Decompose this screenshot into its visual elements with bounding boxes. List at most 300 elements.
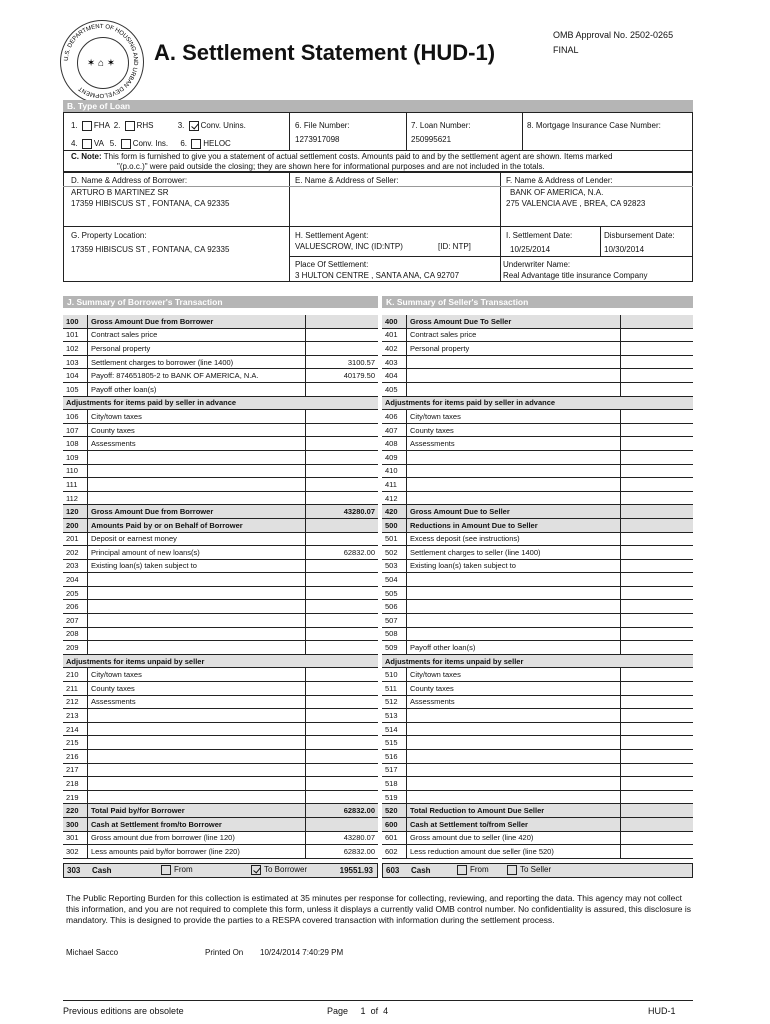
table-row (63, 654, 378, 668)
table-row (382, 396, 693, 410)
section-subheading: Adjustments for items unpaid by seller (63, 654, 378, 668)
line-description: Assessments (88, 695, 306, 709)
line-description: Settlement charges to seller (line 1400) (407, 546, 621, 560)
line-number: 204 (63, 573, 88, 587)
line-number: 403 (382, 355, 407, 369)
line-description (407, 763, 621, 777)
line-number: 516 (382, 750, 407, 764)
line-description (407, 600, 621, 614)
line-description (407, 736, 621, 750)
line-amount (306, 682, 379, 696)
line-number: 110 (63, 464, 88, 478)
line-amount (306, 736, 379, 750)
table-row (382, 709, 693, 723)
line-amount: 62832.00 (306, 546, 379, 560)
line-description (407, 750, 621, 764)
table-row (382, 682, 693, 696)
line-number: 503 (382, 559, 407, 573)
line-description (88, 478, 306, 492)
obsolete-notice: Previous editions are obsolete (63, 1006, 184, 1016)
line-number: 216 (63, 750, 88, 764)
table-row (63, 709, 378, 723)
line-number: 520 (382, 804, 407, 818)
table-row (63, 410, 378, 424)
line-number: 207 (63, 614, 88, 628)
conv-unins-checkbox[interactable] (189, 121, 199, 131)
line-amount (306, 328, 379, 342)
line-number: 412 (382, 491, 407, 505)
place-of-settlement-value: 3 HULTON CENTRE , SANTA ANA, CA 92707 (295, 271, 460, 280)
line-number: 203 (63, 559, 88, 573)
hud-seal (60, 20, 144, 104)
preparer-name: Michael Sacco (66, 948, 119, 957)
line-description: Gross Amount Due to Seller (407, 505, 621, 519)
file-number-label: 6. File Number: (295, 121, 350, 130)
line-amount (621, 423, 694, 437)
line-number: 206 (63, 600, 88, 614)
line-description (88, 586, 306, 600)
underwriter-value: Real Advantage title insurance Company (503, 271, 648, 280)
table-row (382, 722, 693, 736)
table-row (382, 763, 693, 777)
line-amount (306, 315, 379, 328)
line-amount (306, 614, 379, 628)
line-description: Cash at Settlement from/to Borrower (88, 817, 306, 831)
line-number: 108 (63, 437, 88, 451)
table-row (382, 777, 693, 791)
line-number: 513 (382, 709, 407, 723)
table-row (63, 464, 378, 478)
line-description (407, 382, 621, 396)
line-number: 517 (382, 763, 407, 777)
property-address: 17359 HIBISCUS ST , FONTANA, CA 92335 (71, 245, 230, 254)
line-description: County taxes (88, 423, 306, 437)
agent-id: [ID: NTP] (438, 242, 471, 251)
line-amount (306, 586, 379, 600)
borrower-summary-table (63, 315, 378, 859)
line-description: Personal property (407, 342, 621, 356)
loan-number-value: 250995621 (411, 135, 452, 144)
line-number: 208 (63, 627, 88, 641)
line-description (407, 586, 621, 600)
seller-to-checkbox[interactable] (457, 865, 467, 875)
line-amount (306, 437, 379, 451)
omb-number: OMB Approval No. 2502-0265 (553, 30, 674, 40)
line-amount (621, 573, 694, 587)
line-number: 602 (382, 845, 407, 859)
section-subheading: Adjustments for items paid by seller in advance (63, 396, 378, 410)
table-row (382, 450, 693, 464)
line-number: 215 (63, 736, 88, 750)
table-row (63, 586, 378, 600)
line-amount (306, 722, 379, 736)
line-description (88, 709, 306, 723)
line-amount (306, 410, 379, 424)
line-number: 511 (382, 682, 407, 696)
line-amount (621, 328, 694, 342)
line-amount (621, 804, 694, 818)
line-description (407, 573, 621, 587)
table-row (63, 505, 378, 519)
line-description: Personal property (88, 342, 306, 356)
table-row (63, 695, 378, 709)
borrower-summary-heading: J. Summary of Borrower's Transaction (63, 296, 378, 308)
seller-label: E. Name & Address of Seller: (295, 176, 399, 185)
line-amount (306, 573, 379, 587)
table-row (63, 491, 378, 505)
line-amount (306, 777, 379, 791)
line-amount (306, 709, 379, 723)
line-number: 111 (63, 478, 88, 492)
table-row (63, 682, 378, 696)
line-number: 508 (382, 627, 407, 641)
line-amount (306, 790, 379, 804)
line-description: Less amounts paid by/for borrower (line 220) (88, 845, 306, 859)
line-description (88, 763, 306, 777)
line-number: 401 (382, 328, 407, 342)
table-row (63, 668, 378, 682)
line-number: 515 (382, 736, 407, 750)
table-row (382, 410, 693, 424)
line-description (407, 464, 621, 478)
line-number: 201 (63, 532, 88, 546)
seller-summary-heading: K. Summary of Seller's Transaction (382, 296, 693, 308)
table-row (382, 668, 693, 682)
line-description: Principal amount of new loans(s) (88, 546, 306, 560)
line-description: Existing loan(s) taken subject to (88, 559, 306, 573)
line-description: Payoff other loan(s) (88, 382, 306, 396)
seller-from-checkbox[interactable] (507, 865, 517, 875)
line-number: 411 (382, 478, 407, 492)
table-row (382, 586, 693, 600)
line-description (407, 369, 621, 383)
line-amount (621, 382, 694, 396)
line-amount (306, 342, 379, 356)
table-row (63, 845, 378, 859)
disbursement-date-label: Disbursement Date: (604, 231, 675, 240)
fha-checkbox[interactable] (82, 121, 92, 131)
table-row (63, 559, 378, 573)
table-row (382, 546, 693, 560)
line-amount (621, 315, 694, 328)
svg-text:✶ ⌂ ✶: ✶ ⌂ ✶ (86, 58, 116, 69)
form-id: HUD-1 (648, 1006, 676, 1016)
line-number: 405 (382, 382, 407, 396)
table-row (382, 790, 693, 804)
table-row (382, 518, 693, 532)
table-row (63, 518, 378, 532)
line-number: 420 (382, 505, 407, 519)
table-row (382, 355, 693, 369)
loan-type-row2: 4. VA 5. Conv. Ins. 6. HELOC (71, 139, 231, 148)
line-amount (306, 464, 379, 478)
table-row (63, 641, 378, 655)
line-number: 500 (382, 518, 407, 532)
borrower-cash-amount: 19551.93 (339, 866, 373, 875)
va-checkbox[interactable] (82, 139, 92, 149)
table-row (382, 641, 693, 655)
line-description (88, 790, 306, 804)
loan-number-label: 7. Loan Number: (411, 121, 471, 130)
table-row (382, 532, 693, 546)
lender-address: 275 VALENCIA AVE , BREA, CA 92823 (506, 199, 646, 208)
line-description: Contract sales price (88, 328, 306, 342)
line-number: 512 (382, 695, 407, 709)
line-amount (621, 491, 694, 505)
line-amount (621, 627, 694, 641)
line-number: 505 (382, 586, 407, 600)
line-description (407, 355, 621, 369)
table-row (382, 831, 693, 845)
line-description: Reductions in Amount Due to Seller (407, 518, 621, 532)
line-description (407, 790, 621, 804)
line-description: Payoff: 874651805-2 to BANK OF AMERICA, N.A. (88, 369, 306, 383)
table-row (382, 382, 693, 396)
table-row (382, 627, 693, 641)
line-amount: 43280.07 (306, 505, 379, 519)
table-row (63, 342, 378, 356)
table-row (382, 464, 693, 478)
line-description (88, 450, 306, 464)
table-row (382, 478, 693, 492)
line-number: 301 (63, 831, 88, 845)
line-description: Assessments (407, 437, 621, 451)
line-description: Deposit or earnest money (88, 532, 306, 546)
line-number: 107 (63, 423, 88, 437)
line-number: 504 (382, 573, 407, 587)
status-label: FINAL (553, 45, 579, 55)
agent-label: H. Settlement Agent: (295, 231, 369, 240)
line-description: Assessments (88, 437, 306, 451)
line-amount (621, 532, 694, 546)
table-row (63, 478, 378, 492)
table-row (382, 736, 693, 750)
line-amount (621, 546, 694, 560)
line-number: 120 (63, 505, 88, 519)
line-description: City/town taxes (407, 668, 621, 682)
line-amount (621, 505, 694, 519)
line-number: 210 (63, 668, 88, 682)
file-number-value: 1273917098 (295, 135, 340, 144)
seller-cash-row: 603 Cash From To Seller (382, 863, 693, 878)
line-amount: 43280.07 (306, 831, 379, 845)
settlement-date-label: I. Settlement Date: (506, 231, 573, 240)
table-row (63, 614, 378, 628)
type-of-loan-heading: B. Type of Loan (63, 100, 693, 112)
line-amount (621, 763, 694, 777)
line-amount (621, 586, 694, 600)
line-number: 109 (63, 450, 88, 464)
line-amount (306, 559, 379, 573)
line-description (88, 614, 306, 628)
line-number: 214 (63, 722, 88, 736)
line-description: Total Reduction to Amount Due Seller (407, 804, 621, 818)
lender-label: F. Name & Address of Lender: (506, 176, 613, 185)
table-row (63, 736, 378, 750)
line-description: City/town taxes (88, 668, 306, 682)
line-number: 410 (382, 464, 407, 478)
line-amount (306, 668, 379, 682)
line-description: Cash at Settlement to/from Seller (407, 817, 621, 831)
line-number: 506 (382, 600, 407, 614)
table-row (63, 750, 378, 764)
line-amount (621, 695, 694, 709)
line-amount (306, 423, 379, 437)
line-number: 102 (63, 342, 88, 356)
line-number: 400 (382, 315, 407, 328)
line-number: 502 (382, 546, 407, 560)
seller-summary-table (382, 315, 693, 859)
line-description (407, 709, 621, 723)
borrower-to-checkbox[interactable] (251, 865, 261, 875)
line-amount (306, 532, 379, 546)
line-description (88, 641, 306, 655)
line-description (407, 491, 621, 505)
line-description: Excess deposit (see instructions) (407, 532, 621, 546)
line-number: 103 (63, 355, 88, 369)
table-row (382, 600, 693, 614)
line-description: County taxes (407, 682, 621, 696)
settlement-date-value: 10/25/2014 (510, 245, 551, 254)
line-amount (621, 709, 694, 723)
table-row (63, 831, 378, 845)
conv-ins-checkbox[interactable] (121, 139, 131, 149)
line-amount (621, 355, 694, 369)
table-row (382, 654, 693, 668)
line-description: Gross Amount Due from Borrower (88, 505, 306, 519)
line-amount (621, 722, 694, 736)
table-row (382, 505, 693, 519)
line-amount (306, 518, 379, 532)
line-amount (621, 437, 694, 451)
line-description (88, 573, 306, 587)
table-row (63, 546, 378, 560)
rhs-checkbox[interactable] (125, 121, 135, 131)
table-row (63, 423, 378, 437)
table-row (63, 532, 378, 546)
line-amount (621, 518, 694, 532)
line-amount (621, 464, 694, 478)
table-row (382, 315, 693, 328)
underwriter-label: Underwriter Name: (503, 260, 571, 269)
line-number: 202 (63, 546, 88, 560)
table-row (63, 573, 378, 587)
line-amount (621, 369, 694, 383)
line-description (88, 600, 306, 614)
note: C. Note: This form is furnished to give you a statement of actual settlement costs. Amounts paid to and by the settlement agent are shown. Items marked "(p.o.c.)" were paid outside the closing; they are shown here for informational purposes and are not included in the totals. (71, 152, 613, 171)
line-description (407, 777, 621, 791)
page-title: A. Settlement Statement (HUD-1) (154, 40, 496, 65)
line-amount: 62832.00 (306, 804, 379, 818)
property-label: G. Property Location: (71, 231, 147, 240)
line-number: 219 (63, 790, 88, 804)
line-description: Amounts Paid by or on Behalf of Borrower (88, 518, 306, 532)
line-amount (306, 450, 379, 464)
seal-text: U.S. DEPARTMENT OF HOUSING AND URBAN DEVELOPMENT (63, 23, 139, 99)
line-description: City/town taxes (407, 410, 621, 424)
table-row (63, 600, 378, 614)
line-number: 300 (63, 817, 88, 831)
disbursement-date-value: 10/30/2014 (604, 245, 645, 254)
printed-on-label: Printed On (205, 948, 244, 957)
line-amount (621, 450, 694, 464)
line-description: County taxes (88, 682, 306, 696)
line-description: Gross Amount Due from Borrower (88, 315, 306, 328)
table-row (382, 695, 693, 709)
line-description (88, 750, 306, 764)
line-number: 217 (63, 763, 88, 777)
line-number: 406 (382, 410, 407, 424)
line-amount: 40179.50 (306, 369, 379, 383)
table-row (382, 845, 693, 859)
line-amount (621, 559, 694, 573)
line-description: Gross amount due from borrower (line 120) (88, 831, 306, 845)
line-number: 218 (63, 777, 88, 791)
line-number: 213 (63, 709, 88, 723)
table-row (63, 777, 378, 791)
table-row (382, 804, 693, 818)
table-row (63, 817, 378, 831)
heloc-checkbox[interactable] (191, 139, 201, 149)
line-amount (621, 614, 694, 628)
line-description: Contract sales price (407, 328, 621, 342)
line-number: 209 (63, 641, 88, 655)
table-row (382, 369, 693, 383)
line-description: City/town taxes (88, 410, 306, 424)
line-amount (621, 641, 694, 655)
line-description: Existing loan(s) taken subject to (407, 559, 621, 573)
line-amount: 62832.00 (306, 845, 379, 859)
line-amount (621, 600, 694, 614)
line-description (407, 478, 621, 492)
borrower-from-checkbox[interactable] (161, 865, 171, 875)
line-description: Settlement charges to borrower (line 1400) (88, 355, 306, 369)
line-amount (306, 382, 379, 396)
line-description (88, 736, 306, 750)
line-description: County taxes (407, 423, 621, 437)
line-amount (306, 478, 379, 492)
line-amount (621, 817, 694, 831)
line-number: 514 (382, 722, 407, 736)
line-number: 409 (382, 450, 407, 464)
line-description (407, 627, 621, 641)
line-number: 519 (382, 790, 407, 804)
line-number: 106 (63, 410, 88, 424)
burden-statement: The Public Reporting Burden for this collection is estimated at 35 minutes per response for collecting, reviewing, and reporting the data. This agency may not collect this information, and you are not required to complete this form, unless it displays a currently valid OMB control number. No confidentiality is assured, this disclosure is mandatory. This is designed to provide the parties to a RESPA covered transaction with information during the settlement process. (66, 893, 692, 925)
line-amount (621, 342, 694, 356)
line-number: 205 (63, 586, 88, 600)
line-number: 220 (63, 804, 88, 818)
line-number: 600 (382, 817, 407, 831)
line-number: 101 (63, 328, 88, 342)
line-number: 212 (63, 695, 88, 709)
table-row (63, 450, 378, 464)
line-number: 501 (382, 532, 407, 546)
table-row (63, 790, 378, 804)
omb-block (553, 28, 673, 58)
line-amount (621, 668, 694, 682)
line-amount (306, 695, 379, 709)
line-number: 518 (382, 777, 407, 791)
printed-date: 10/24/2014 7:40:29 PM (260, 948, 344, 957)
borrower-address: 17359 HIBISCUS ST , FONTANA, CA 92335 (71, 199, 230, 208)
agent-value: VALUESCROW, INC (ID:NTP) (295, 242, 403, 251)
table-row (63, 355, 378, 369)
loan-type-row1: 1. FHA 2. RHS 3. Conv. Unins. (71, 121, 246, 130)
line-amount (306, 641, 379, 655)
section-subheading: Adjustments for items unpaid by seller (382, 654, 693, 668)
borrower-name: ARTURO B MARTINEZ SR (71, 188, 169, 197)
